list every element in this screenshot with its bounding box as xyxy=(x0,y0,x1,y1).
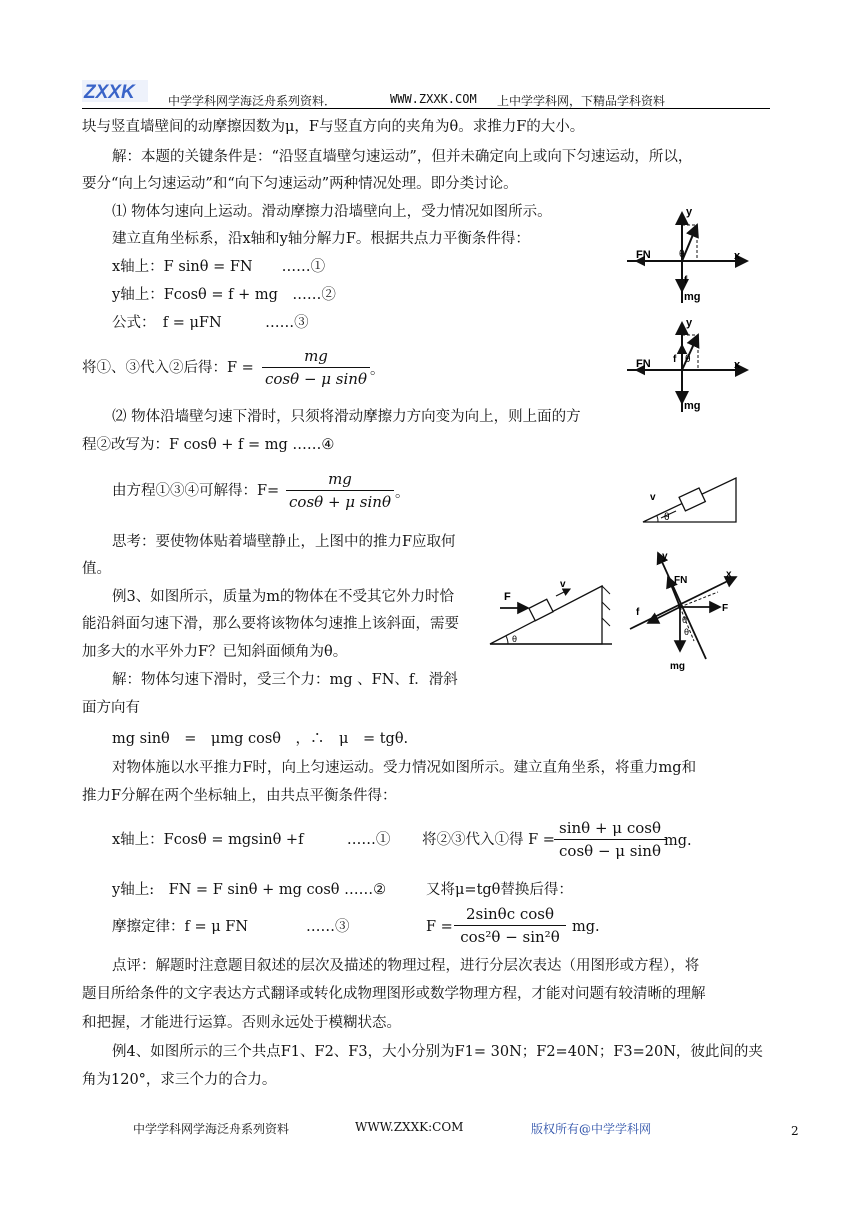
figure-wall-up xyxy=(622,203,752,308)
fig5-F-label: F xyxy=(722,603,729,614)
footer-left-text: 中学学科网学海泛舟系列资料 xyxy=(133,1122,290,1136)
formula-up-denominator: cosθ − μ sinθ xyxy=(265,370,367,388)
figure-incline-push xyxy=(488,578,614,648)
fig1-mg-label: mg xyxy=(684,291,701,303)
line-20: mg sinθ = μmg cosθ ，∴ μ = tgθ. xyxy=(112,731,409,747)
line-3: 要分“向上匀速运动”和“向下匀速运动”两种情况处理。即分类讨论。 xyxy=(82,176,518,192)
line-24: y轴上: FN = F sinθ + mg cosθ ……② xyxy=(112,882,387,898)
formula-ex3-b-denominator: cos²θ − sin²θ xyxy=(460,928,560,946)
line-5: 建立直角坐标系，沿x轴和y轴分解力F。根据共点力平衡条件得： xyxy=(112,231,530,247)
line-18: 解：物体匀速下滑时，受三个力：mg 、FN、f．滑斜 xyxy=(112,672,458,688)
fig1-theta-label: θ xyxy=(679,249,685,260)
fig2-x-label: x xyxy=(734,359,741,371)
line-7: y轴上：Fcosθ = f + mg ……② xyxy=(112,287,336,303)
fig3-v-label: v xyxy=(650,492,656,503)
footer-url[interactable]: WWW.ZXXK:COM xyxy=(355,1120,464,1134)
fig2-theta-label: θ xyxy=(685,354,691,365)
figure-incline-small xyxy=(640,473,745,525)
fig5-y-label: y xyxy=(662,551,668,562)
line-25: 摩擦定律：f = μ FN ……③ xyxy=(112,919,350,935)
line-27: 题目所给条件的文字表达方式翻译或转化成物理图形或数学物理方程，才能对问题有较清晰的理解 xyxy=(82,986,706,1002)
fig5-theta2-label: θ xyxy=(684,627,690,637)
line-8: 公式： f = μFN ……③ xyxy=(112,315,309,331)
fig5-theta1-label: θ xyxy=(682,615,688,625)
fig1-fn-label: FN xyxy=(636,249,651,261)
formula-down xyxy=(286,470,394,511)
figure-wall-down xyxy=(622,315,752,415)
line-14: 值。 xyxy=(82,561,111,577)
fig2-mg-label: mg xyxy=(684,400,701,412)
formula-ex3-a-numerator: sinθ + μ cosθ xyxy=(559,819,661,837)
line-30: 角为120°，求三个力的合力。 xyxy=(82,1072,277,1088)
line-25-right: F = xyxy=(426,919,453,935)
formula-ex3-a-denominator: cosθ − μ sinθ xyxy=(559,842,661,860)
formula-ex3-b xyxy=(454,905,566,946)
formula-down-numerator: mg xyxy=(328,470,352,488)
formula-up-numerator: mg xyxy=(304,347,328,365)
line-17: 加多大的水平外力F？已知斜面倾角为θ。 xyxy=(82,644,348,660)
formula-ex3-a xyxy=(554,819,666,860)
fig5-fn-label: FN xyxy=(674,575,688,586)
line-15: 例3、如图所示，质量为m的物体在不受其它外力时恰 xyxy=(112,589,454,605)
figure-incline-forces xyxy=(628,547,756,675)
line-2: 解：本题的关键条件是：“沿竖直墙壁匀速运动”，但并未确定向上或向下匀速运动，所以， xyxy=(112,149,693,165)
header-rule xyxy=(82,108,770,109)
page-number: 2 xyxy=(791,1124,799,1138)
line-28: 和把握，才能进行运算。否则永远处于模糊状态。 xyxy=(82,1015,401,1031)
line-4: ⑴ 物体匀速向上运动。滑动摩擦力沿墙壁向上，受力情况如图所示。 xyxy=(112,204,552,220)
fig3-theta-label: θ xyxy=(664,512,670,523)
line-6: x轴上：F sinθ = FN ……① xyxy=(112,259,326,275)
fig4-theta-label: θ xyxy=(512,634,518,644)
fig1-f-label: f xyxy=(684,275,688,286)
line-26: 点评：解题时注意题目叙述的层次及描述的物理过程，进行分层次表达（用图形或方程），将 xyxy=(112,958,700,974)
fig5-x-label: x xyxy=(726,569,732,580)
line-9-suffix: 。 xyxy=(370,362,385,378)
fig5-f-label: f xyxy=(636,607,640,618)
line-10: ⑵ 物体沿墙壁匀速下滑时，只须将滑动摩擦力方向变为向上，则上面的方 xyxy=(112,409,581,425)
line-12-suffix: 。 xyxy=(395,485,410,501)
line-19: 面方向有 xyxy=(82,700,140,716)
fig1-x-label: x xyxy=(734,250,741,262)
formula-up xyxy=(262,347,370,388)
line-9-prefix: 将①、③代入②后得：F = xyxy=(82,360,254,376)
line-16: 能沿斜面匀速下滑，那么要将该物体匀速推上该斜面，需要 xyxy=(82,616,459,632)
line-11: 程②改写为：F cosθ + f = mg ……④ xyxy=(82,437,335,453)
fig1-y-label: y xyxy=(686,206,693,218)
fig2-fn-label: FN xyxy=(636,358,651,370)
line-13: 思考：要使物体贴着墙壁静止，上图中的推力F应取何 xyxy=(112,534,456,550)
zxxk-logo-icon xyxy=(82,80,148,102)
line-22: 推力F分解在两个坐标轴上，由共点平衡条件得： xyxy=(82,788,397,804)
line-1: 块与竖直墙壁间的动摩擦因数为μ，F与竖直方向的夹角为θ。求推力F的大小。 xyxy=(82,119,585,135)
logo-text: ZXXK xyxy=(84,82,135,102)
line-24-right: 又将μ=tgθ替换后得： xyxy=(426,882,573,898)
formula-ex3-b-numerator: 2sinθc cosθ xyxy=(465,905,555,923)
fig5-mg-label: mg xyxy=(670,661,685,672)
fig4-v-label: v xyxy=(560,579,566,590)
line-23: x轴上：Fcosθ = mgsinθ +f ……① xyxy=(112,832,391,848)
header-right-text: 上中学学科网，下精品学科资料 xyxy=(497,94,666,108)
line-23-suffix: mg. xyxy=(664,833,692,849)
line-25-suffix: mg. xyxy=(572,919,600,935)
fig2-y-label: y xyxy=(686,317,693,329)
header-left-text: 中学学科网学海泛舟系列资料． xyxy=(168,94,337,108)
line-29: 例4、如图所示的三个共点F1、F2、F3，大小分别为F1= 30N；F2=40N；F3=20N，彼此间的夹 xyxy=(112,1044,763,1060)
header-logo xyxy=(82,80,148,102)
header-url[interactable]: WWW.ZXXK.COM xyxy=(390,92,477,106)
footer-copyright-link[interactable]: 版权所有@中学学科网 xyxy=(531,1122,652,1136)
line-12-prefix: 由方程①③④可解得：F= xyxy=(112,483,280,499)
line-21: 对物体施以水平推力F时，向上匀速运动。受力情况如图所示。建立直角坐系，将重力mg和 xyxy=(112,760,697,776)
formula-down-denominator: cosθ + μ sinθ xyxy=(289,493,391,511)
line-23-right: 将②③代入①得 F = xyxy=(422,832,555,848)
fig4-F-label: F xyxy=(504,591,511,603)
fig2-f-label: f xyxy=(673,354,677,365)
